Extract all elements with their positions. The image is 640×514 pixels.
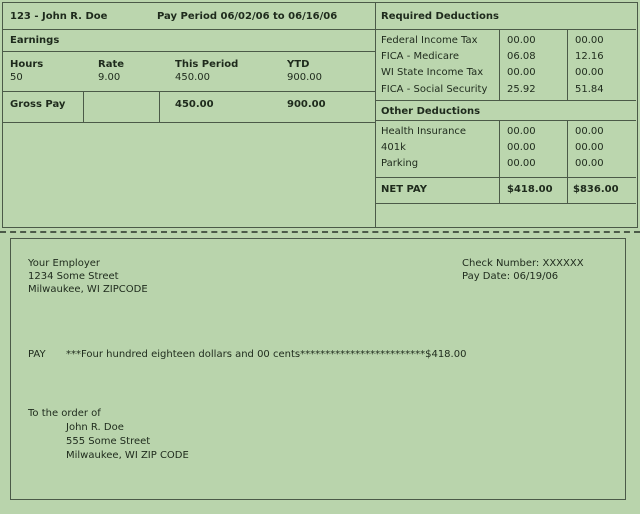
deduction-ytd: 51.84 [575, 84, 604, 95]
deduction-current: 00.00 [507, 142, 536, 153]
employer-name: Your Employer [28, 258, 101, 269]
deduction-ytd: 00.00 [575, 158, 604, 169]
gross-pay-divider [2, 122, 375, 123]
deduction-current: 00.00 [507, 126, 536, 137]
deduction-current: 25.92 [507, 84, 536, 95]
other-col-divider-1 [499, 120, 500, 203]
deduction-label: FICA - Medicare [381, 51, 460, 62]
deduction-ytd: 00.00 [575, 142, 604, 153]
gross-col-divider-1 [83, 91, 84, 122]
deduction-ytd: 00.00 [575, 35, 604, 46]
pay-amount-words: ***Four hundred eighteen dollars and 00 cents*************************$418.00 [66, 349, 467, 360]
deduction-label: Parking [381, 158, 419, 169]
deduction-ytd: 00.00 [575, 126, 604, 137]
ytd-header: YTD [287, 59, 310, 70]
employee-id-name: 123 - John R. Doe [10, 11, 108, 22]
deduction-label: 401k [381, 142, 406, 153]
earnings-values-divider [2, 91, 375, 92]
employer-street: 1234 Some Street [28, 271, 119, 282]
other-deductions-label: Other Deductions [381, 106, 481, 117]
required-label-divider [375, 29, 636, 30]
required-col-divider-2 [567, 29, 568, 100]
hours-header: Hours [10, 59, 44, 70]
payee-city: Milwaukee, WI ZIP CODE [66, 450, 189, 461]
other-label-divider [375, 120, 636, 121]
employer-city: Milwaukee, WI ZIPCODE [28, 284, 148, 295]
this-period-header: This Period [175, 59, 239, 70]
earnings-label: Earnings [10, 35, 60, 46]
deduction-ytd: 00.00 [575, 67, 604, 78]
deduction-label: WI State Income Tax [381, 67, 484, 78]
deduction-current: 00.00 [507, 67, 536, 78]
deduction-current: 06.08 [507, 51, 536, 62]
deduction-label: FICA - Social Security [381, 84, 488, 95]
other-end-divider [375, 177, 636, 178]
rate-value: 9.00 [98, 72, 121, 83]
check-number: Check Number: XXXXXX [462, 258, 584, 269]
other-col-divider-2 [567, 120, 568, 203]
gross-pay-this-period: 450.00 [175, 99, 214, 110]
gross-col-divider-2 [159, 91, 160, 122]
order-label: To the order of [28, 408, 101, 419]
payee-street: 555 Some Street [66, 436, 151, 447]
net-pay-label: NET PAY [381, 184, 427, 195]
gross-pay-label: Gross Pay [10, 99, 66, 110]
perforation-line [0, 231, 640, 233]
required-deductions-label: Required Deductions [381, 11, 499, 22]
deduction-label: Health Insurance [381, 126, 467, 137]
hours-value: 50 [10, 72, 23, 83]
payee-name: John R. Doe [66, 422, 124, 433]
net-pay-ytd: $836.00 [573, 184, 619, 195]
net-pay-current: $418.00 [507, 184, 553, 195]
paycheck [10, 238, 626, 500]
required-end-divider [375, 100, 636, 101]
stub-center-divider [375, 2, 376, 228]
this-period-value: 450.00 [175, 72, 210, 83]
rate-header: Rate [98, 59, 125, 70]
ytd-value: 900.00 [287, 72, 322, 83]
gross-pay-ytd: 900.00 [287, 99, 326, 110]
required-col-divider-1 [499, 29, 500, 100]
deduction-ytd: 12.16 [575, 51, 604, 62]
deduction-label: Federal Income Tax [381, 35, 478, 46]
deduction-current: 00.00 [507, 158, 536, 169]
pay-stub [0, 0, 640, 230]
net-pay-divider [375, 203, 636, 204]
pay-period: Pay Period 06/02/06 to 06/16/06 [157, 11, 338, 22]
pay-date: Pay Date: 06/19/06 [462, 271, 559, 282]
header-divider [2, 29, 375, 30]
pay-label: PAY [28, 349, 46, 360]
earnings-label-divider [2, 51, 375, 52]
deduction-current: 00.00 [507, 35, 536, 46]
